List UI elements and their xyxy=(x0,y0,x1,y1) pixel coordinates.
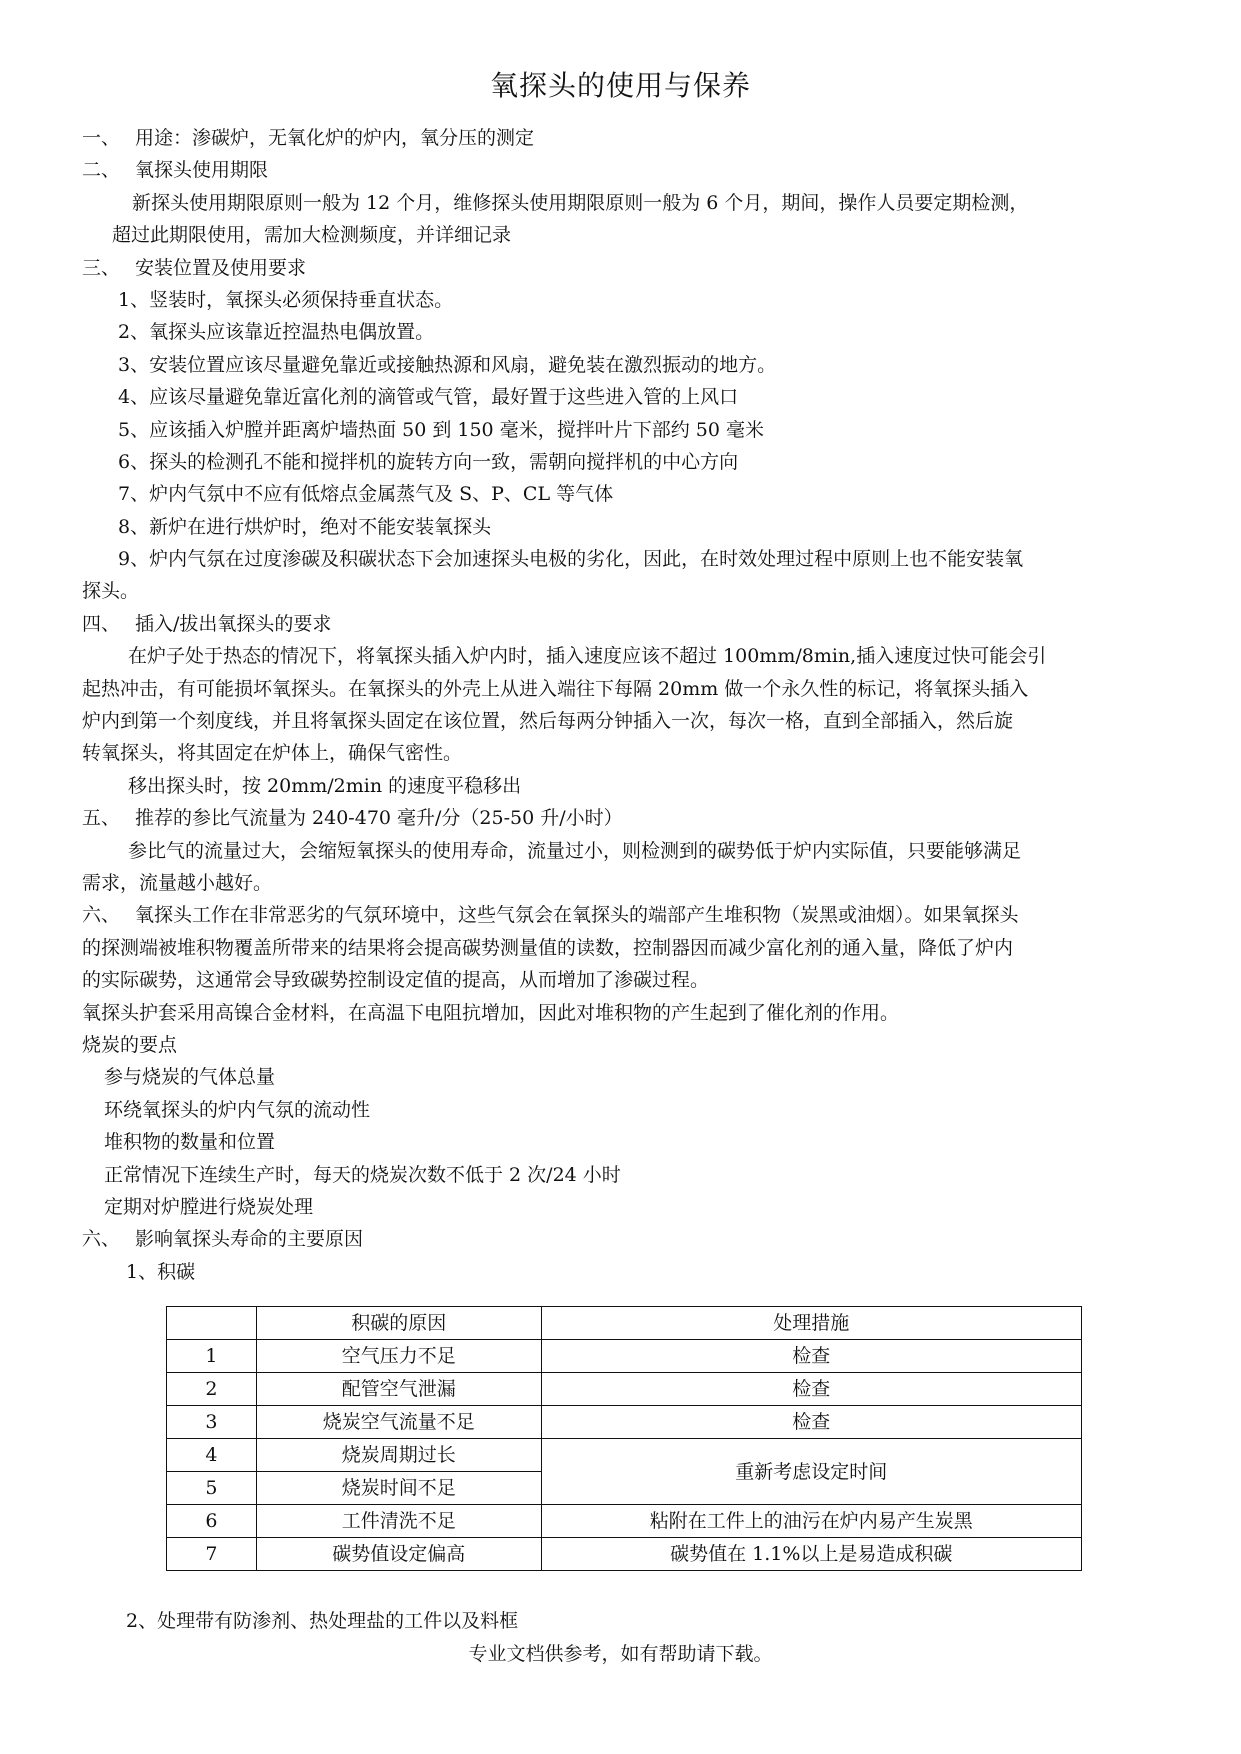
section-4-number: 四、 xyxy=(82,612,121,635)
section-2-number: 二、 xyxy=(82,159,121,182)
row-cause: 烧炭周期过长 xyxy=(256,1439,541,1472)
section-4-line-3: 炉内到第一个刻度线，并且将氧探头固定在该位置，然后每两分钟插入一次，每次一格，直到全部插入，然后旋 xyxy=(82,710,1014,733)
row-measure: 检查 xyxy=(541,1406,1081,1439)
section-4-line-1: 在炉子处于热态的情况下，将氧探头插入炉内时，插入速度应该不超过 100mm/8min,插入速度过快可能会引 xyxy=(128,645,1047,668)
table-row xyxy=(167,1439,1082,1472)
row-measure: 检查 xyxy=(541,1373,1081,1406)
row-measure-merged: 重新考虑设定时间 xyxy=(541,1439,1081,1505)
list-item: 环绕氧探头的炉内气氛的流动性 xyxy=(104,1098,371,1121)
table-header-row xyxy=(167,1307,1082,1340)
table-row xyxy=(167,1406,1082,1439)
page-footer: 专业文档供参考，如有帮助请下载。 xyxy=(468,1643,773,1665)
section-6-line-2: 的探测端被堆积物覆盖所带来的结果将会提高碳势测量值的读数，控制器因而减少富化剂的通入量，降低了炉内 xyxy=(82,936,1014,959)
list-item: 正常情况下连续生产时，每天的烧炭次数不低于 2 次/24 小时 xyxy=(104,1163,621,1186)
section-4-line-5: 移出探头时，按 20mm/2min 的速度平稳移出 xyxy=(128,774,522,797)
section-1 xyxy=(82,122,1164,154)
section-2-title: 氧探头使用期限 xyxy=(135,159,269,182)
section-1-text: 用途：渗碳炉，无氧化炉的炉内，氧分压的测定 xyxy=(135,127,535,149)
table-row xyxy=(167,1373,1082,1406)
table-row xyxy=(167,1505,1082,1538)
list-item: 定期对炉膛进行烧炭处理 xyxy=(104,1195,314,1218)
row-number: 3 xyxy=(167,1406,257,1439)
row-measure: 碳势值在 1.1%以上是易造成积碳 xyxy=(541,1538,1081,1571)
row-cause: 烧炭空气流量不足 xyxy=(256,1406,541,1439)
section-6-number: 六、 xyxy=(82,904,121,927)
row-number: 1 xyxy=(167,1340,257,1373)
section-5-title: 推荐的参比气流量为 240-470 毫升/分（25-50 升/小时） xyxy=(135,807,623,830)
document-title: 氧探头的使用与保养 xyxy=(489,69,751,102)
list-item: 1、竖装时，氧探头必须保持垂直状态。 xyxy=(118,288,454,311)
section-4-title: 插入/拔出氧探头的要求 xyxy=(135,612,332,635)
list-item: 堆积物的数量和位置 xyxy=(104,1131,276,1154)
list-item-9-line-2: 探头。 xyxy=(82,580,140,603)
section-3-title: 安装位置及使用要求 xyxy=(135,256,307,279)
list-item-9-line-1: 9、炉内气氛在过度渗碳及积碳状态下会加速探头电极的劣化，因此，在时效处理过程中原则上也不能安装氧 xyxy=(118,548,1024,571)
section-4-heading xyxy=(82,608,1164,640)
section-7-sub-2: 2、处理带有防渗剂、热处理盐的工件以及料框 xyxy=(126,1610,519,1632)
section-2-heading xyxy=(82,154,1164,186)
section-2-paragraph-line-2: 超过此期限使用，需加大检测频度，并详细记录 xyxy=(112,224,512,247)
row-number: 7 xyxy=(167,1538,257,1571)
section-7-number: 六、 xyxy=(82,1228,121,1251)
row-number: 4 xyxy=(167,1439,257,1472)
section-7-sub-1: 1、积碳 xyxy=(126,1260,196,1283)
list-item: 2、氧探头应该靠近控温热电偶放置。 xyxy=(118,321,435,344)
list-item: 5、应该插入炉膛并距离炉墙热面 50 到 150 毫米，搅拌叶片下部约 50 毫米 xyxy=(118,418,764,441)
section-6-line-4: 氧探头护套采用高镍合金材料，在高温下电阻抗增加，因此对堆积物的产生起到了催化剂的作用。 xyxy=(82,1001,900,1024)
row-measure: 粘附在工件上的油污在炉内易产生炭黑 xyxy=(541,1505,1081,1538)
table-row xyxy=(167,1340,1082,1373)
section-5-line-2: 需求，流量越小越好。 xyxy=(82,871,273,894)
section-2-paragraph-line-1: 新探头使用期限原则一般为 12 个月，维修探头使用期限原则一般为 6 个月，期间，操作人员要定期检测， xyxy=(132,191,1029,214)
list-item: 8、新炉在进行烘炉时，绝对不能安装氧探头 xyxy=(118,515,492,538)
section-6-line-1 xyxy=(82,899,1164,931)
carbon-causes-table xyxy=(166,1306,1082,1571)
document-body xyxy=(82,122,1164,1288)
row-cause: 烧炭时间不足 xyxy=(256,1472,541,1505)
row-cause: 空气压力不足 xyxy=(256,1340,541,1373)
section-7-heading xyxy=(82,1223,1164,1255)
row-number: 2 xyxy=(167,1373,257,1406)
section-1-number: 一、 xyxy=(82,127,121,149)
section-6-text-1: 氧探头工作在非常恶劣的气氛环境中，这些气氛会在氧探头的端部产生堆积物（炭黑或油烟）。如果氧探头 xyxy=(135,904,1019,927)
section-4-line-2: 起热冲击，有可能损坏氧探头。在氧探头的外壳上从进入端往下每隔 20mm 做一个永久性的标记，将氧探头插入 xyxy=(82,677,1029,700)
row-number: 5 xyxy=(167,1472,257,1505)
table-header-cell xyxy=(167,1307,257,1340)
list-item: 参与烧炭的气体总量 xyxy=(104,1066,276,1089)
list-item: 7、炉内气氛中不应有低熔点金属蒸气及 S、P、CL 等气体 xyxy=(118,483,614,506)
section-4-line-4: 转氧探头，将其固定在炉体上，确保气密性。 xyxy=(82,742,463,765)
section-6-line-3: 的实际碳势，这通常会导致碳势控制设定值的提高，从而增加了渗碳过程。 xyxy=(82,969,710,992)
table-row xyxy=(167,1538,1082,1571)
table-header-cell: 积碳的原因 xyxy=(256,1307,541,1340)
row-cause: 配管空气泄漏 xyxy=(256,1373,541,1406)
section-3-number: 三、 xyxy=(82,256,121,279)
section-7-title: 影响氧探头寿命的主要原因 xyxy=(135,1228,364,1251)
table-header-cell: 处理措施 xyxy=(541,1307,1081,1340)
list-item: 3、安装位置应该尽量避免靠近或接触热源和风扇，避免装在激烈振动的地方。 xyxy=(118,353,777,376)
row-cause: 碳势值设定偏高 xyxy=(256,1538,541,1571)
row-measure: 检查 xyxy=(541,1340,1081,1373)
burn-heading: 烧炭的要点 xyxy=(82,1033,178,1056)
list-item: 4、应该尽量避免靠近富化剂的滴管或气管，最好置于这些进入管的上风口 xyxy=(118,386,739,409)
section-3-heading xyxy=(82,252,1164,284)
section-5-number: 五、 xyxy=(82,807,121,830)
row-cause: 工件清洗不足 xyxy=(256,1505,541,1538)
row-number: 6 xyxy=(167,1505,257,1538)
list-item: 6、探头的检测孔不能和搅拌机的旋转方向一致，需朝向搅拌机的中心方向 xyxy=(118,450,739,473)
section-5-heading xyxy=(82,802,1164,834)
section-5-line-1: 参比气的流量过大，会缩短氧探头的使用寿命，流量过小，则检测到的碳势低于炉内实际值，只要能够满足 xyxy=(128,839,1022,862)
